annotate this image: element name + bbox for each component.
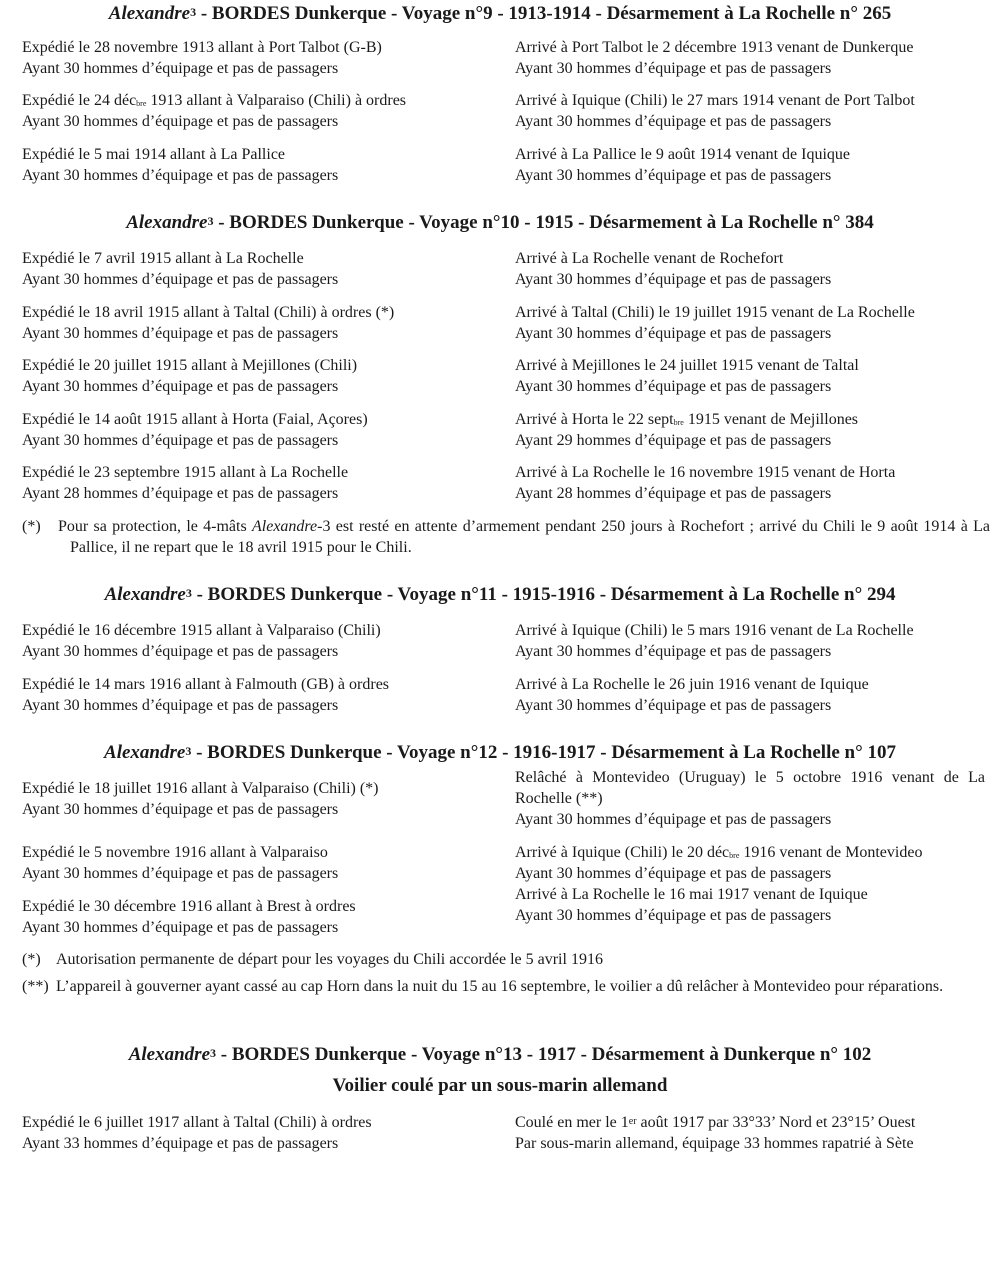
arrival-entry [515,409,985,451]
footnote-text: L’appareil à gouverner ayant cassé au cap Horn dans la nuit du 15 au 16 septembre, le voilier a dû relâcher à Montevideo pour réparations. [56,978,944,995]
arrival-entry [515,144,985,186]
footnote-marker: (*) [22,518,41,535]
crew-text: Ayant 30 hommes d’équipage et pas de passagers [515,907,832,924]
arrival-text: Arrivé à La Rochelle le 16 novembre 1915 venant de Horta [515,464,896,481]
departure-entry [22,620,502,662]
arrival-text: Arrivé à La Pallice le 9 août 1914 venant de Iquique [515,146,850,163]
departure-entry [22,302,502,344]
voyage-13-title [0,1043,1000,1067]
crew-text: Ayant 30 hommes d’équipage et pas de passagers [515,60,832,77]
ship-name: Alexandre [128,1044,210,1065]
crew-text: Ayant 30 hommes d’équipage et pas de passagers [22,801,339,818]
crew-text: Ayant 30 hommes d’équipage et pas de passagers [22,919,339,936]
departure-text: Expédié le 18 avril 1915 allant à Taltal (Chili) à ordres (*) [22,304,395,321]
crew-text: Ayant 29 hommes d’équipage et pas de passagers [515,432,832,449]
arrival-text: Arrivé à Iquique (Chili) le 20 déc$^{bre}$ 1916 venant de Montevideo [515,844,923,861]
departure-entry [22,355,502,397]
voyage-10-section [0,211,1000,235]
crew-text: Ayant 30 hommes d’équipage et pas de passagers [515,167,832,184]
voyage-title-text: - BORDES Dunkerque - Voyage n°9 - 1913-1914 - Désarmement à La Rochelle n° 265 [196,3,892,24]
crew-text: Ayant 30 hommes d’équipage et pas de passagers [22,378,339,395]
voyage-12-footnote-2 [22,976,990,997]
voyage-10-footnote [22,516,990,558]
arrival-text: Arrivé à La Rochelle le 26 juin 1916 venant de Iquique [515,676,869,693]
departure-text: Expédié le 5 mai 1914 allant à La Pallice [22,146,286,163]
departure-entry [22,674,502,716]
voyage-9-title [0,2,1000,26]
ship-name: Alexandre [126,212,208,233]
departure-entry [22,1112,502,1154]
arrival-text: Arrivé à Iquique (Chili) le 27 mars 1914 venant de Port Talbot [515,92,915,109]
crew-text: Ayant 30 hommes d’équipage et pas de passagers [515,271,832,288]
arrival-entry [515,620,985,662]
voyage-9-section [0,2,1000,26]
arrival-text: Arrivé à Taltal (Chili) le 19 juillet 1915 venant de La Rochelle [515,304,915,321]
ship-name: Alexandre [108,3,191,24]
crew-text: Ayant 30 hommes d’équipage et pas de passagers [515,643,832,660]
footnote-marker: (**) [22,978,49,995]
footnote-marker: (*) [22,951,41,968]
voyage-10-title [0,211,1000,235]
crew-text: Ayant 30 hommes d’équipage et pas de passagers [22,60,339,77]
arrival-entry [515,355,985,397]
crew-text: Ayant 30 hommes d’équipage et pas de passagers [515,811,832,828]
departure-entry [22,896,502,938]
voyage-13-subtitle: Voilier coulé par un sous-marin allemand [332,1075,668,1096]
departure-text: Expédié le 20 juillet 1915 allant à Mejillones (Chili) [22,357,358,374]
departure-text: Expédié le 6 juillet 1917 allant à Taltal (Chili) à ordres [22,1114,372,1131]
arrival-entry [515,90,985,132]
departure-entry [22,462,502,504]
voyage-title-text: - BORDES Dunkerque - Voyage n°11 - 1915-1916 - Désarmement à La Rochelle n° 294 [191,584,896,605]
crew-text: Ayant 30 hommes d’équipage et pas de passagers [515,697,832,714]
departure-entry [22,778,502,820]
arrival-text: Arrivé à Port Talbot le 2 décembre 1913 venant de Dunkerque [515,39,914,56]
crew-text: Ayant 30 hommes d’équipage et pas de passagers [22,865,339,882]
arrival-entry [515,37,985,79]
crew-text: Ayant 30 hommes d’équipage et pas de passagers [22,697,339,714]
ship-name: Alexandre [104,742,186,763]
voyage-12-section [0,741,1000,765]
sinking-entry [515,1112,985,1154]
crew-text: Ayant 30 hommes d’équipage et pas de passagers [22,167,339,184]
crew-text: Ayant 30 hommes d’équipage et pas de passagers [22,113,339,130]
arrival-text: Arrivé à La Rochelle venant de Rochefort [515,250,784,267]
crew-text: Par sous-marin allemand, équipage 33 hommes rapatrié à Sète [515,1135,914,1152]
voyage-title-text: - BORDES Dunkerque - Voyage n°10 - 1915 - Désarmement à La Rochelle n° 384 [213,212,874,233]
departure-text: Expédié le 7 avril 1915 allant à La Rochelle [22,250,304,267]
ship-name: Alexandre [104,584,186,605]
departure-text: Expédié le 14 août 1915 allant à Horta (Faial, Açores) [22,411,368,428]
departure-text: Expédié le 5 novembre 1916 allant à Valparaiso [22,844,328,861]
ship-number: 3 [207,214,214,228]
crew-text: Ayant 30 hommes d’équipage et pas de passagers [515,865,832,882]
departure-text: Expédié le 30 décembre 1916 allant à Brest à ordres [22,898,356,915]
arrival-entry [515,767,985,830]
footnote-text: Pour sa protection, le 4-mâts Alexandre-3 est resté en attente d’armement pendant 250 jours à Rochefort ; arrivé du Chili le 9 août 1914 à La Pallice, il ne repart que le 18 avril 1915 pour le Chili. [58,518,990,556]
voyage-12-footnote-1 [22,949,990,970]
departure-entry [22,248,502,290]
crew-text: Ayant 30 hommes d’équipage et pas de passagers [22,325,339,342]
crew-text: Ayant 28 hommes d’équipage et pas de passagers [22,485,339,502]
crew-text: Ayant 30 hommes d’équipage et pas de passagers [22,432,339,449]
departure-text: Expédié le 18 juillet 1916 allant à Valparaiso (Chili) (*) [22,780,379,797]
crew-text: Ayant 33 hommes d’équipage et pas de passagers [22,1135,339,1152]
departure-text: Expédié le 28 novembre 1913 allant à Port Talbot (G-B) [22,39,382,56]
voyage-12-title [0,741,1000,765]
voyage-title-text: - BORDES Dunkerque - Voyage n°12 - 1916-1917 - Désarmement à La Rochelle n° 107 [191,742,896,763]
stopover-text: Relâché à Montevideo (Uruguay) le 5 octobre 1916 venant de La Rochelle (**) [515,769,985,807]
arrival-entry [515,674,985,716]
departure-text: Expédié le 14 mars 1916 allant à Falmouth (GB) à ordres [22,676,390,693]
ship-number: 3 [185,744,192,758]
crew-text: Ayant 30 hommes d’équipage et pas de passagers [515,113,832,130]
ship-number: 3 [210,1046,216,1060]
arrival-entry [515,462,985,504]
departure-entry [22,144,502,186]
voyage-13-section [0,1043,1000,1098]
voyage-11-title [0,583,1000,607]
departure-entry [22,409,502,451]
arrival-text: Arrivé à Horta le 22 sept$^{bre}$ 1915 venant de Mejillones [515,411,859,428]
ship-number: 3 [190,5,197,19]
departure-text: Expédié le 24 déc$^{bre}$ 1913 allant à Valparaiso (Chili) à ordres [22,92,407,109]
departure-text: Expédié le 16 décembre 1915 allant à Valparaiso (Chili) [22,622,381,639]
arrival-text: Arrivé à Iquique (Chili) le 5 mars 1916 venant de La Rochelle [515,622,914,639]
arrival-entry [515,248,985,290]
voyage-title-text: - BORDES Dunkerque - Voyage n°13 - 1917 - Désarmement à Dunkerque n° 102 [216,1044,872,1065]
arrival-entry [515,842,985,926]
crew-text: Ayant 30 hommes d’équipage et pas de passagers [515,378,832,395]
voyage-11-section [0,583,1000,607]
crew-text: Ayant 30 hommes d’équipage et pas de passagers [515,325,832,342]
crew-text: Ayant 30 hommes d’équipage et pas de passagers [22,643,339,660]
departure-text: Expédié le 23 septembre 1915 allant à La Rochelle [22,464,349,481]
departure-entry [22,90,502,132]
footnote-text: Autorisation permanente de départ pour les voyages du Chili accordée le 5 avril 1916 [56,951,603,968]
arrival-text: Arrivé à Mejillones le 24 juillet 1915 venant de Taltal [515,357,859,374]
departure-entry [22,842,502,884]
crew-text: Ayant 28 hommes d’équipage et pas de passagers [515,485,832,502]
arrival-text: Arrivé à La Rochelle le 16 mai 1917 venant de Iquique [515,886,868,903]
crew-text: Ayant 30 hommes d’équipage et pas de passagers [22,271,339,288]
departure-entry [22,37,502,79]
arrival-entry [515,302,985,344]
sinking-text: Coulé en mer le 1er août 1917 par 33°33’ Nord et 23°15’ Ouest [515,1114,916,1131]
ship-number: 3 [185,586,192,600]
